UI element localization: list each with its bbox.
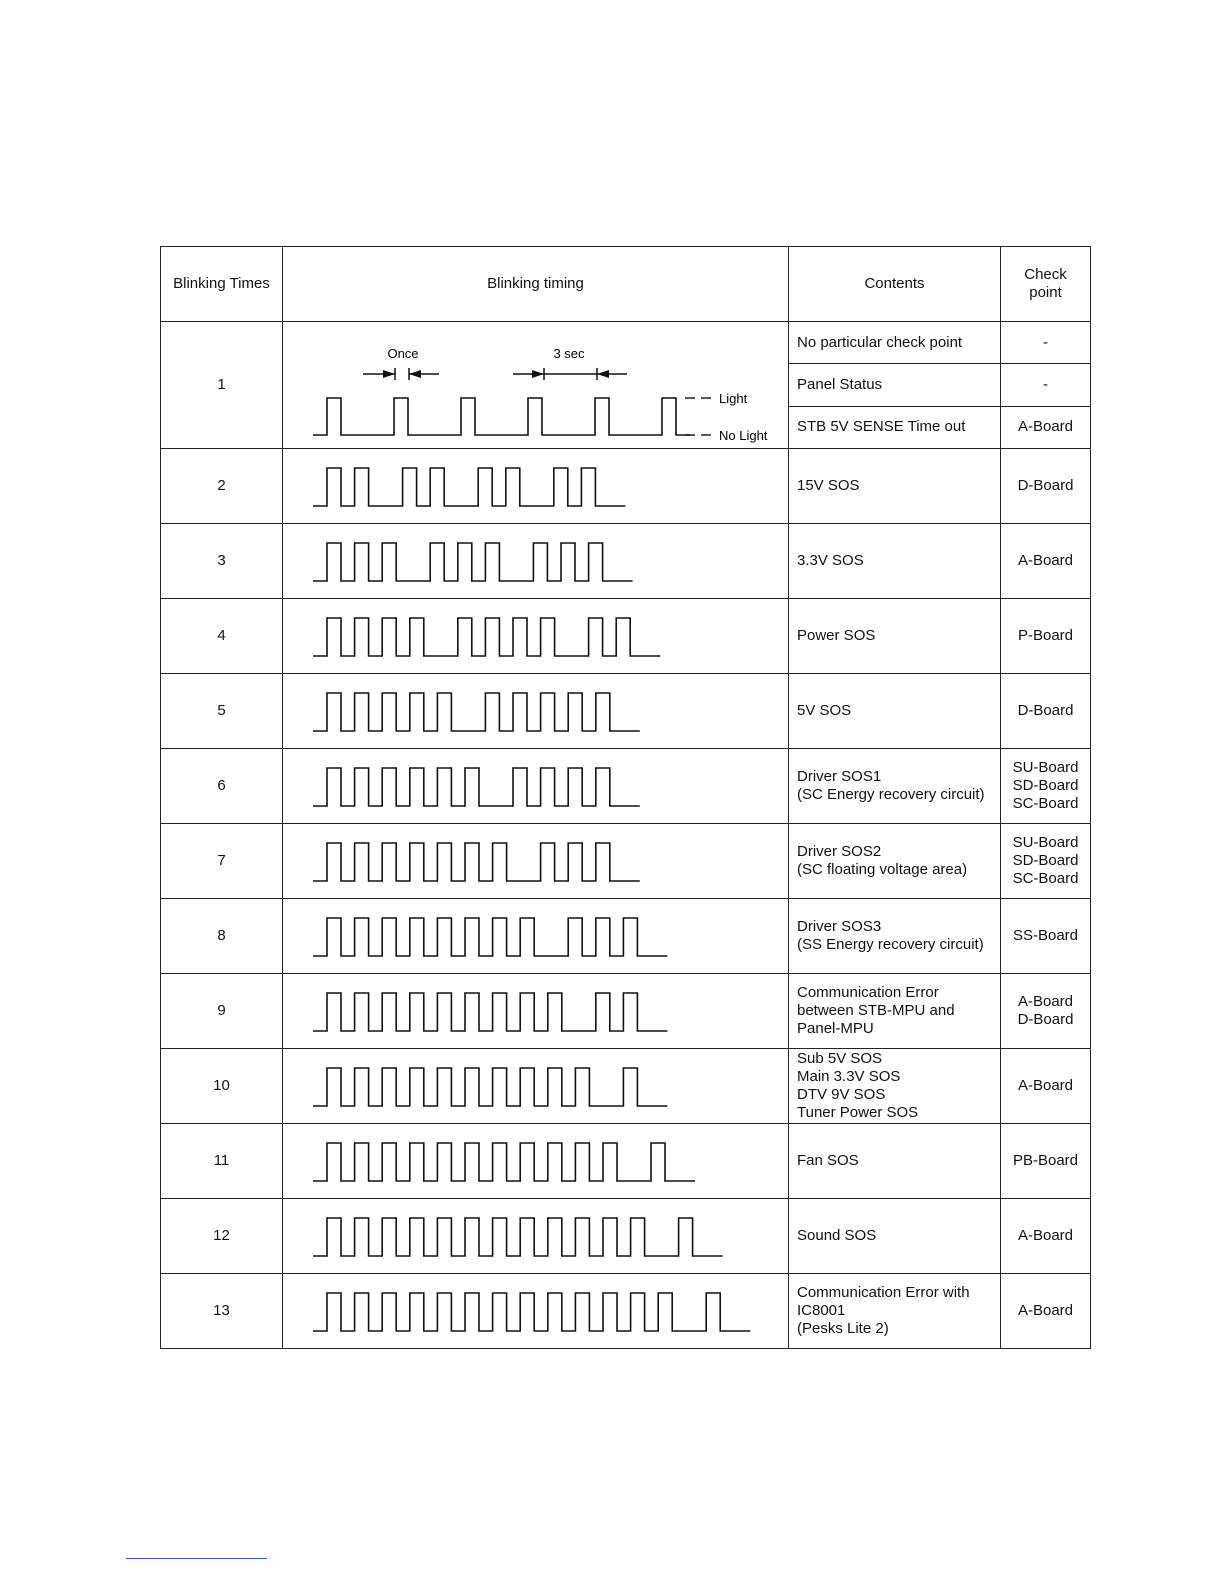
light-label: Light: [719, 391, 748, 406]
check-point-line: A-Board: [1017, 552, 1074, 569]
check-point-line: SD-Board: [1012, 852, 1079, 869]
once-arrowhead-left: [383, 370, 395, 378]
contents-cell: [789, 599, 1001, 674]
blinking-waveform-path: [313, 843, 640, 881]
row-1-sub-1: [161, 322, 1091, 364]
blinking-timing-diagram-cell: [283, 1049, 789, 1124]
blinking-timing-diagram-cell: [283, 899, 789, 974]
blinking-times-cell: 8: [161, 899, 283, 974]
contents-cell: [789, 674, 1001, 749]
blinking-timing-diagram-cell: [283, 1124, 789, 1199]
check-point-cell: -: [1001, 364, 1091, 406]
blinking-waveform-path: [313, 618, 660, 656]
blinking-waveform-row-6: [283, 749, 789, 823]
contents-line: IC8001: [797, 1302, 846, 1319]
contents-cell: Panel Status: [789, 364, 1001, 406]
table-row: [161, 974, 1091, 1049]
blinking-waveform-row-11: [283, 1124, 789, 1198]
blinking-waveform-row-2: [283, 449, 789, 523]
blinking-waveform-row-8: [283, 899, 789, 973]
contents-line: Communication Error with: [797, 1284, 970, 1301]
blinking-timing-diagram-cell: [283, 974, 789, 1049]
contents-line: between STB-MPU and: [797, 1002, 955, 1019]
contents-line: (SC floating voltage area): [797, 861, 968, 878]
check-point-line: A-Board: [1017, 1227, 1074, 1244]
check-point-cell: [1001, 1124, 1091, 1199]
check-point-line: P-Board: [1017, 627, 1074, 644]
footer-link-rule: [126, 1558, 267, 1559]
table-row: [161, 599, 1091, 674]
check-point-line: D-Board: [1017, 1011, 1074, 1028]
check-point-line: SS-Board: [1012, 927, 1079, 944]
blinking-waveform-row-10: [283, 1049, 789, 1123]
contents-line: Sub 5V SOS: [797, 1050, 883, 1067]
blinking-waveform-row-7: [283, 824, 789, 898]
contents-cell: [789, 1124, 1001, 1199]
contents-cell: [789, 1049, 1001, 1124]
blinking-waveform-path: [313, 1218, 723, 1256]
blinking-waveform-path: [313, 1143, 695, 1181]
check-point-line: A-Board: [1017, 1302, 1074, 1319]
check-point-line: SU-Board: [1012, 834, 1079, 851]
contents-cell: [789, 974, 1001, 1049]
check-point-cell: [1001, 1274, 1091, 1349]
contents-line: (SC Energy recovery circuit): [797, 786, 985, 803]
check-point-cell: A-Board: [1001, 406, 1091, 448]
blinking-waveform-path: [313, 768, 640, 806]
check-point-cell: [1001, 824, 1091, 899]
blinking-waveform-path: [313, 1068, 667, 1106]
contents-line: Driver SOS1: [797, 768, 882, 785]
blinking-waveform-row-13: [283, 1274, 789, 1348]
blinking-times-cell: 6: [161, 749, 283, 824]
blinking-waveform-path: [313, 543, 633, 581]
contents-cell: [789, 749, 1001, 824]
check-point-line: A-Board: [1017, 1077, 1074, 1094]
check-point-line: SU-Board: [1012, 759, 1079, 776]
blinking-timing-diagram-cell: [283, 599, 789, 674]
once-label: Once: [387, 346, 419, 361]
contents-cell: [789, 1274, 1001, 1349]
check-point-line: D-Board: [1017, 477, 1074, 494]
check-point-line: A-Board: [1017, 993, 1074, 1010]
table-row: [161, 824, 1091, 899]
blinking-timing-diagram-cell: [283, 1199, 789, 1274]
contents-line: 15V SOS: [797, 477, 860, 494]
table-row: [161, 1124, 1091, 1199]
contents-line: Main 3.3V SOS: [797, 1068, 901, 1085]
header-check-point-line1: Check: [1024, 266, 1067, 283]
check-point-cell: [1001, 674, 1091, 749]
contents-line: Tuner Power SOS: [797, 1104, 919, 1121]
blinking-timing-diagram-cell: [283, 824, 789, 899]
contents-cell: No particular check point: [789, 322, 1001, 364]
check-point-line: SC-Board: [1012, 870, 1079, 887]
header-row: [161, 247, 1091, 322]
blinking-times-cell: 9: [161, 974, 283, 1049]
check-point-line: SC-Board: [1012, 795, 1079, 812]
contents-cell: [789, 524, 1001, 599]
blinking-timing-diagram-cell: [283, 322, 789, 449]
table-row: [161, 1274, 1091, 1349]
interval-markers: [363, 368, 627, 380]
no-light-label: No Light: [719, 428, 768, 443]
blinking-waveform-row-1: [283, 322, 789, 448]
blinking-waveform-row-9: [283, 974, 789, 1048]
table-row: [161, 1199, 1091, 1274]
contents-line: Sound SOS: [797, 1227, 877, 1244]
check-point-line: D-Board: [1017, 702, 1074, 719]
blinking-timing-diagram-cell: [283, 674, 789, 749]
check-point-cell: [1001, 599, 1091, 674]
three-sec-arrowhead-right: [597, 370, 609, 378]
contents-cell: [789, 449, 1001, 524]
check-point-line: PB-Board: [1012, 1152, 1079, 1169]
check-point-cell: [1001, 899, 1091, 974]
blinking-times-cell: 10: [161, 1049, 283, 1124]
table-row: [161, 674, 1091, 749]
table-row: [161, 899, 1091, 974]
blinking-waveform-row-4: [283, 599, 789, 673]
contents-line: 3.3V SOS: [797, 552, 864, 569]
header-contents: Contents: [789, 247, 1001, 322]
header-check-point: [1001, 247, 1091, 322]
table-row: [161, 524, 1091, 599]
contents-line: (SS Energy recovery circuit): [797, 936, 984, 953]
blinking-waveform-path: [313, 693, 640, 731]
blinking-times-cell: 7: [161, 824, 283, 899]
blinking-times-cell: 5: [161, 674, 283, 749]
header-blinking-times: Blinking Times: [161, 247, 283, 322]
once-arrowhead-right: [409, 370, 421, 378]
three-sec-arrowhead-left: [532, 370, 544, 378]
blinking-waveform-row-12: [283, 1199, 789, 1273]
blinking-times-cell: 3: [161, 524, 283, 599]
contents-line: Communication Error: [797, 984, 939, 1001]
table-row: [161, 1049, 1091, 1124]
header-check-point-line2: point: [1029, 284, 1062, 301]
blinking-waveform-row-5: [283, 674, 789, 748]
blinking-times-cell: 12: [161, 1199, 283, 1274]
check-point-cell: [1001, 974, 1091, 1049]
blinking-timing-diagram-cell: [283, 524, 789, 599]
check-point-cell: [1001, 449, 1091, 524]
check-point-cell: -: [1001, 322, 1091, 364]
header-blinking-timing: Blinking timing: [283, 247, 789, 322]
blinking-times-cell: 13: [161, 1274, 283, 1349]
blinking-times-cell: 2: [161, 449, 283, 524]
contents-cell: STB 5V SENSE Time out: [789, 406, 1001, 448]
contents-cell: [789, 899, 1001, 974]
contents-line: (Pesks Lite 2): [797, 1320, 889, 1337]
contents-line: 5V SOS: [797, 702, 852, 719]
contents-line: Power SOS: [797, 627, 876, 644]
table-row: [161, 449, 1091, 524]
three-sec-label: 3 sec: [553, 346, 585, 361]
check-point-cell: [1001, 1199, 1091, 1274]
contents-line: Driver SOS2: [797, 843, 882, 860]
blinking-waveform-path: [313, 468, 625, 506]
blinking-timing-diagram-cell: [283, 749, 789, 824]
blinking-sos-table: [160, 246, 1091, 1349]
blinking-timing-diagram-cell: [283, 449, 789, 524]
check-point-cell: [1001, 524, 1091, 599]
contents-line: Panel-MPU: [797, 1020, 874, 1037]
table-row: [161, 749, 1091, 824]
contents-cell: [789, 1199, 1001, 1274]
check-point-line: SD-Board: [1012, 777, 1079, 794]
blinking-timing-diagram-cell: [283, 1274, 789, 1349]
blinking-times-cell: 11: [161, 1124, 283, 1199]
contents-line: Driver SOS3: [797, 918, 882, 935]
blinking-times-cell: 4: [161, 599, 283, 674]
blinking-waveform-path: [313, 993, 667, 1031]
blinking-times-cell: 1: [161, 322, 283, 449]
blinking-waveform-path: [313, 918, 667, 956]
contents-line: DTV 9V SOS: [797, 1086, 886, 1103]
contents-cell: [789, 824, 1001, 899]
blinking-waveform-path: [313, 398, 690, 435]
check-point-cell: [1001, 749, 1091, 824]
blinking-waveform-row-3: [283, 524, 789, 598]
contents-line: Fan SOS: [797, 1152, 859, 1169]
blinking-waveform-path: [313, 1293, 750, 1331]
check-point-cell: [1001, 1049, 1091, 1124]
